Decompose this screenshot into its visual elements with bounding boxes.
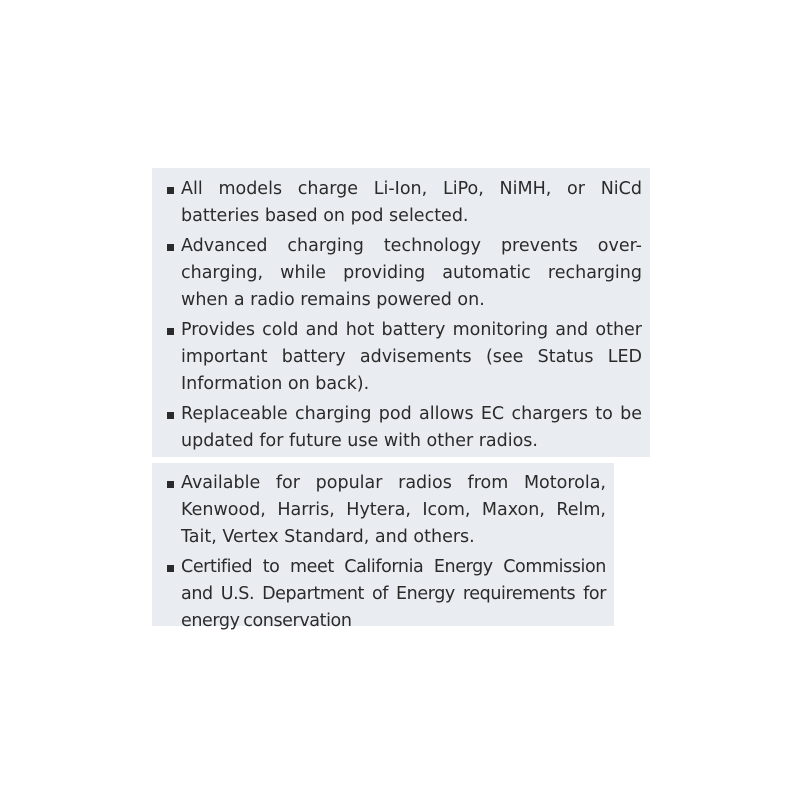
- feature-text: Advanced charging technology prevents over-charging, while providing automatic recharging when a radio remains powered on.: [181, 236, 642, 310]
- square-bullet-icon: [167, 412, 174, 419]
- feature-text: Available for popular radios from Motorola, Kenwood, Harris, Hytera, Icom, Maxon, Relm, Tait, Vertex Standard, and others.: [181, 473, 606, 547]
- feature-item: [152, 233, 642, 314]
- square-bullet-icon: [167, 244, 174, 251]
- feature-list-primary: [152, 176, 642, 455]
- feature-list-secondary: [152, 470, 606, 635]
- feature-item: [152, 176, 642, 230]
- feature-text: Replaceable charging pod allows EC chargers to be updated for future use with other radios.: [181, 404, 642, 451]
- feature-item: [152, 554, 606, 635]
- feature-text: Provides cold and hot battery monitoring and other important battery advisements (see Status LED Information on back).: [181, 320, 642, 394]
- feature-text: All models charge Li-Ion, LiPo, NiMH, or NiCd batteries based on pod selected.: [181, 179, 642, 226]
- feature-item: [152, 401, 642, 455]
- square-bullet-icon: [167, 187, 174, 194]
- square-bullet-icon: [167, 565, 174, 572]
- square-bullet-icon: [167, 328, 174, 335]
- features-panel-secondary: [152, 463, 614, 631]
- features-panel-primary: [152, 168, 650, 457]
- feature-text: Certified to meet California Energy Commission and U.S. Department of Energy requirements for energy conservation: [181, 557, 606, 631]
- feature-item: [152, 317, 642, 398]
- square-bullet-icon: [167, 481, 174, 488]
- feature-item: [152, 470, 606, 551]
